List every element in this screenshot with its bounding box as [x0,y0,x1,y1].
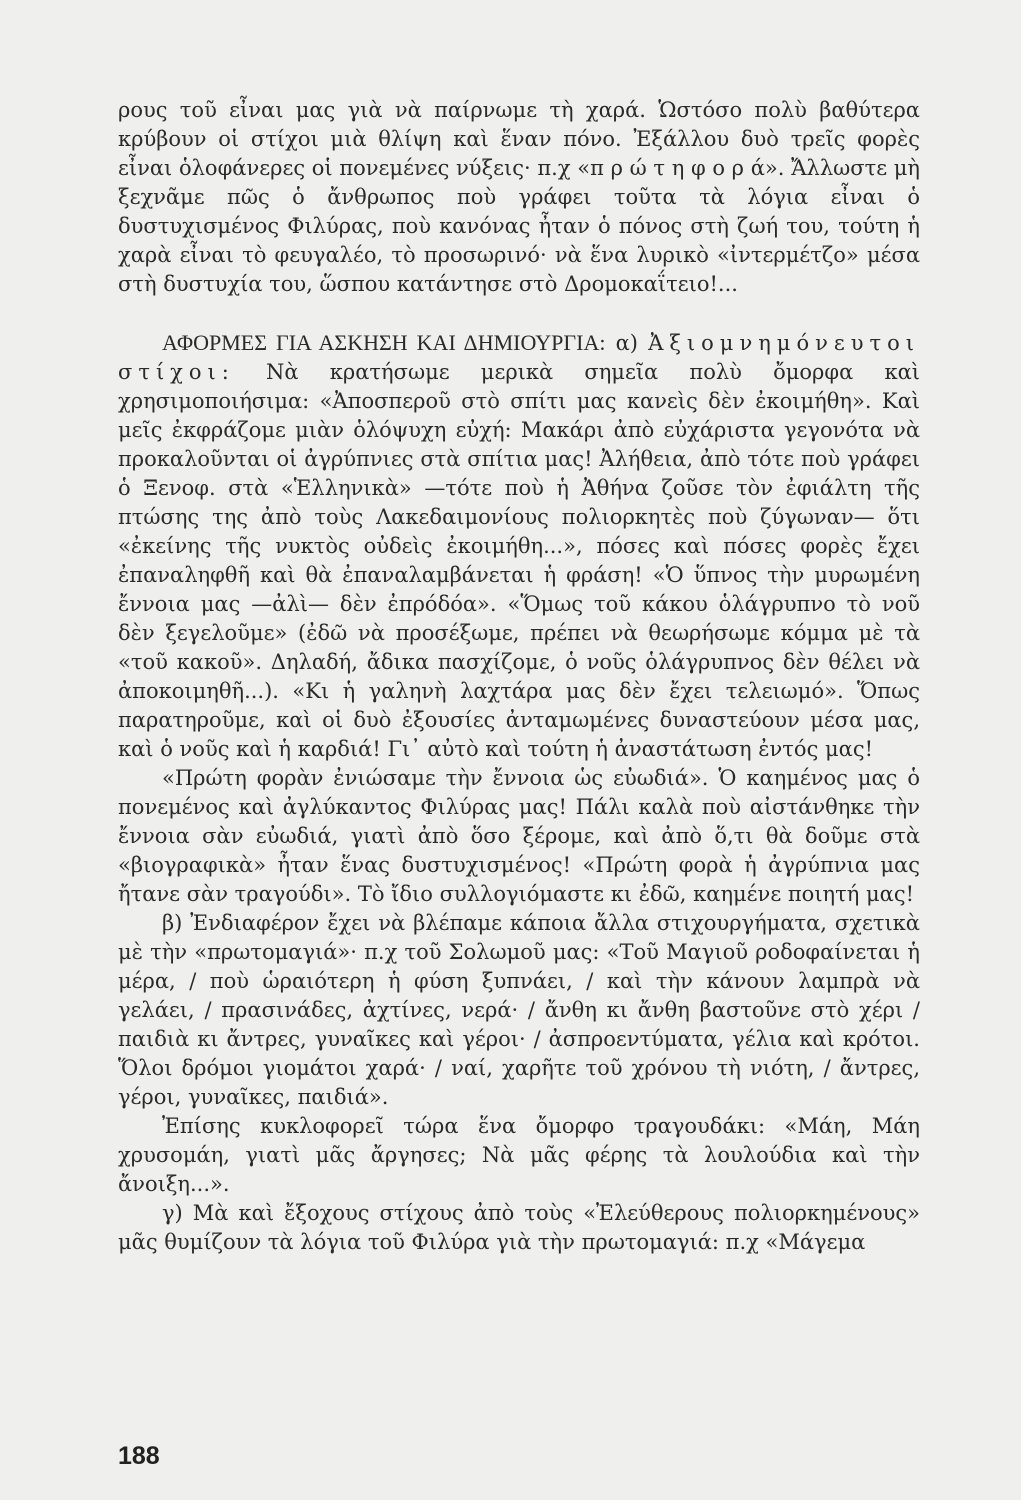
paragraph-1: ρους τοῦ εἶναι μας γιὰ νὰ παίρνωμε τὴ χαρά. Ὡστόσο πολὺ βαθύτερα κρύβουν οἱ στίχοι μιὰ θλίψη καὶ ἕναν πόνο. Ἐξάλλου δυὸ τρεῖς φορὲς εἶναι ὁλοφάνερες οἱ πονεμένες νύξεις· π.χ «π ρ ώ τ η φ ο ρ ά». Ἄλλωστε μὴ ξεχνᾶμε πῶς ὁ ἄνθρωπος ποὺ γράφει τοῦτα τὰ λόγια εἶναι ὁ δυστυχισμένος Φιλύρας, ποὺ κανόνας ἦταν ὁ πόνος στὴ ζωή του, τούτη ἡ χαρὰ εἶναι τὸ φευγαλέο, τὸ προσωρινό· νὰ ἕνα λυρικὸ «ἰντερμέτζο» μέσα στὴ δυστυχία του, ὥσπου κατάντησε στὸ Δρομοκαΐτειο!... [118,98,920,296]
paragraph-3: «Πρώτη φορὰν ἐνιώσαμε τὴν ἔννοια ὡς εὐωδιά». Ὁ καημένος μας ὁ πονεμένος καὶ ἀγλύκαντος Φιλύρας μας! Πάλι καλὰ ποὺ αἰστάνθηκε τὴν ἔννοια σὰν εὐωδιά, γιατὶ ἀπὸ ὅσο ξέρομε, καὶ ἀπὸ ὅ,τι θὰ δοῦμε στὰ «βιογραφικὰ» ἦταν ἕνας δυστυχισμένος! «Πρώτη φορὰ ἡ ἀγρύπνια μας ἤτανε σὰν τραγούδι». Τὸ ἴδιο συλλογιόμαστε κι ἐδῶ, καημένε ποιητή μας! [118,766,920,906]
paragraph-2-text: Νὰ κρατήσωμε μερικὰ σημεῖα πολὺ ὄμορφα καὶ χρησιμοποιήσιμα: «Ἀποσπεροῦ στὸ σπίτι μας κανεὶς δὲν ἐκοιμήθη». Καὶ μεῖς ἐκφράζομε μιὰν ὁλόψυχη εὐχή: Μακάρι ἀπὸ εὐχάριστα γεγονότα νὰ προκαλοῦνται οἱ ἀγρύπνιες στὰ σπίτια μας! Ἀλήθεια, ἀπὸ τότε ποὺ γράφει ὁ Ξενοφ. στὰ «Ἑλληνικὰ» —τότε ποὺ ἡ Ἀθήνα ζοῦσε τὸν ἐφιάλτη τῆς πτώσης της ἀπὸ τοὺς Λακεδαιμονίους πολιορκητὲς ποὺ ζύγωναν— ὅτι «ἐκείνης τῆς νυκτὸς οὐδεὶς ἐκοιμήθη...», πόσες καὶ πόσες φορὲς ἔχει ἐπαναληφθῆ καὶ θὰ ἐπαναλαμβάνεται ἡ φράση! «Ὁ ὕπνος τὴν μυρωμένη ἔννοια μας —ἀλὶ— δὲν ἐπρόδόα». «Ὅμως τοῦ κάκου ὁλάγρυπνο τὸ νοῦ δὲν ξεγελοῦμε» (ἐδῶ νὰ προσέξωμε, πρέπει νὰ θεωρήσωμε κόμμα μὲ τὰ «τοῦ κακοῦ». Δηλαδή, ἄδικα πασχίζομε, ὁ νοῦς ὁλάγρυπνος δὲν θέλει νὰ ἀποκοιμηθῆ...). «Κι ἡ γαληνὴ λαχτάρα μας δὲν ἔχει τελειωμό». Ὅπως παρατηροῦμε, καὶ οἱ δυὸ ἐξουσίες ἀνταμωμένες δυναστεύουν μέσα μας, καὶ ὁ νοῦς καὶ ἡ καρδιά! Γι᾽ αὐτὸ καὶ τούτη ἡ ἀναστάτωση ἐντός μας! [118,360,920,761]
spaced-emphasis: Ἀξιομνημόνευτοι στίχοι: [118,331,920,384]
paragraph-4: β) Ἐνδιαφέρον ἔχει νὰ βλέπαμε κάποια ἄλλα στιχουργήματα, σχετικὰ μὲ τὴν «πρωτομαγιά»· π.χ τοῦ Σολωμοῦ μας: «Τοῦ Μαγιοῦ ροδοφαίνεται ἡ μέρα, / ποὺ ὡραιότερη ἡ φύση ξυπνάει, / καὶ τὴν κάνουν λαμπρὰ νὰ γελάει, / πρασινάδες, ἀχτίνες, νερά· / ἄνθη κι ἄνθη βαστοῦνε στὸ χέρι / παιδιὰ κι ἄντρες, γυναῖκες καὶ γέροι· / ἀσπροεντύματα, γέλια καὶ κρότοι. Ὅλοι δρόμοι γιομάτοι χαρά· / ναί, χαρῆτε τοῦ χρόνου τὴ νιότη, / ἄντρες, γέροι, γυναῖκες, παιδιά». [118,911,920,1109]
page-number: 188 [118,1442,160,1470]
paragraph-6: γ) Μὰ καὶ ἔξοχους στίχους ἀπὸ τοὺς «Ἐλεύθερους πολιορκημένους» μᾶς θυμίζουν τὰ λόγια τοῦ Φιλύρα γιὰ τὴν πρωτομαγιά: π.χ «Μάγεμα [118,1201,920,1254]
section-heading: ΑΦΟΡΜΕΣ ΓΙΑ ΑΣΚΗΣΗ ΚΑΙ ΔΗΜΙΟΥΡΓΙΑ: [162,330,606,355]
body-text [118,96,920,1257]
paragraph-exercise-heading [118,328,920,764]
item-marker-a: α) [605,331,649,355]
paragraph-5: Ἐπίσης κυκλοφορεῖ τώρα ἕνα ὄμορφο τραγουδάκι: «Μάη, Μάη χρυσομάη, γιατὶ μᾶς ἄργησες; Νὰ μᾶς φέρης τὰ λουλούδια καὶ τὴν ἄνοιξη...». [118,1114,920,1196]
